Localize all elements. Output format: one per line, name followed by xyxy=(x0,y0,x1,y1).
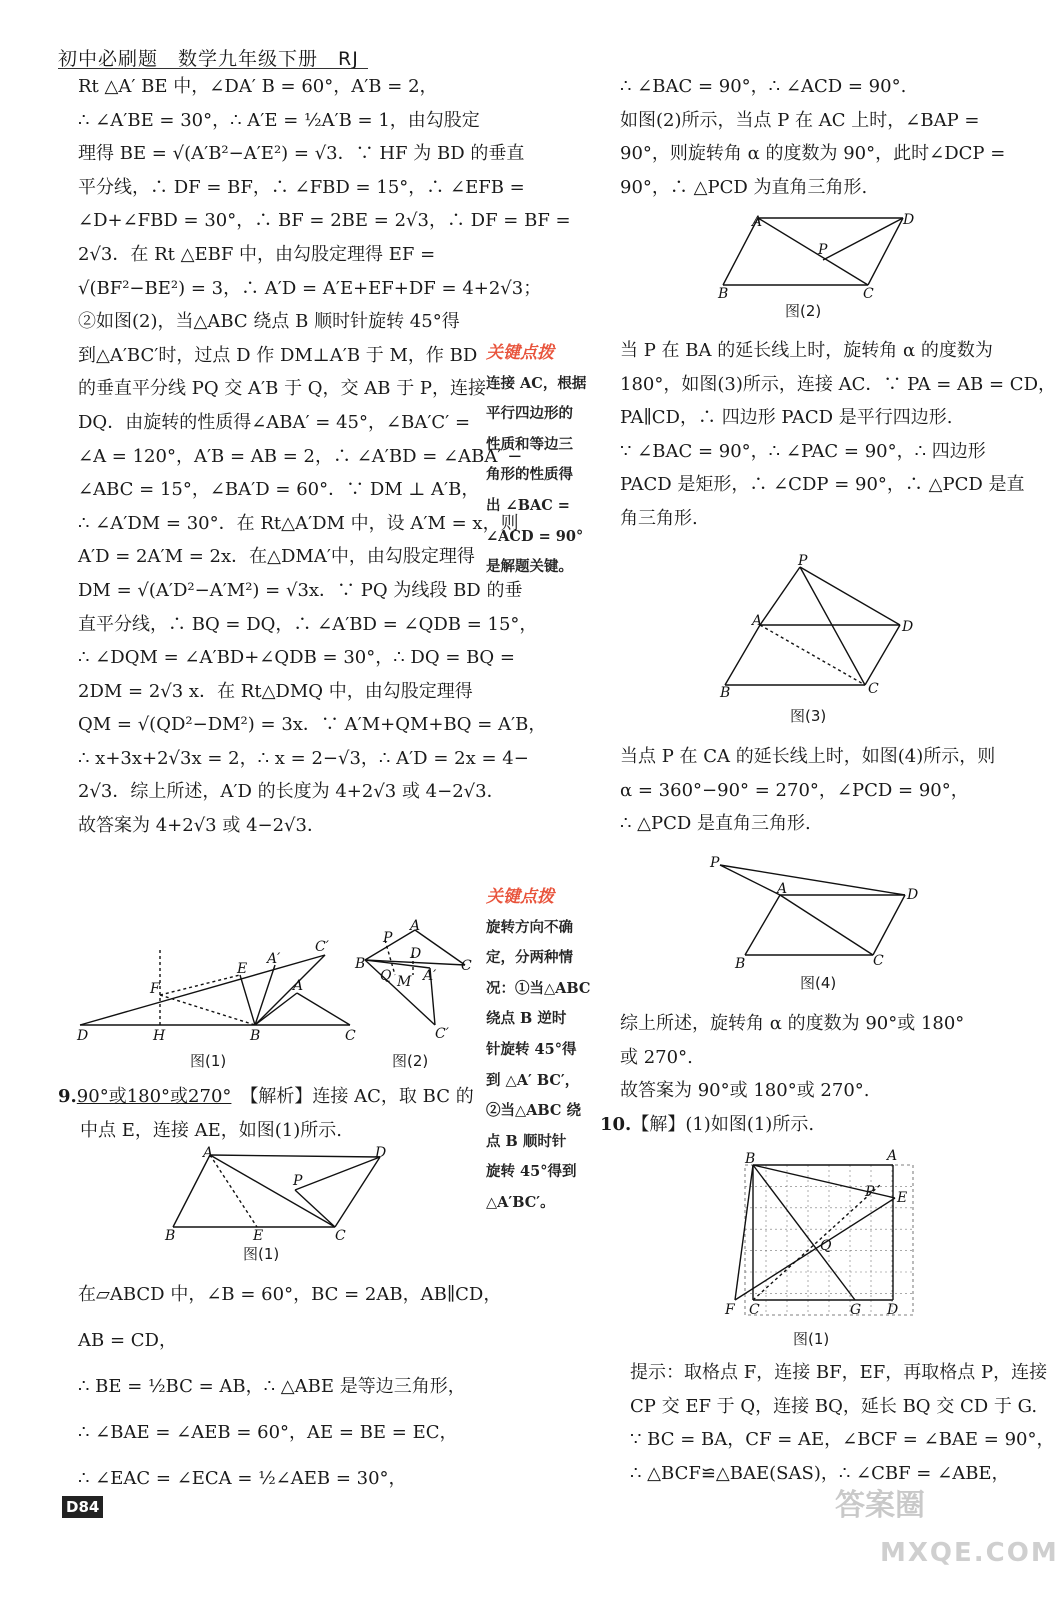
text-line: 平分线，∴ DF = BF，∴ ∠FBD = 15°，∴ ∠EFB = xyxy=(78,176,525,198)
point-label: P xyxy=(710,855,720,871)
side-note-line: 旋转 45°得到 xyxy=(486,1163,577,1181)
point-label: F xyxy=(725,1302,735,1318)
point-label: A xyxy=(752,613,763,629)
point-label: E xyxy=(253,1228,264,1244)
question-9-heading xyxy=(58,1080,478,1147)
side-note-line: 是解题关键。 xyxy=(486,558,573,576)
text-line: 当 P 在 BA 的延长线上时，旋转角 α 的度数为 xyxy=(620,340,993,361)
point-label: B xyxy=(735,956,746,972)
text-line: DQ．由旋转的性质得∠ABA′ = 45°，∠BA′C′ = xyxy=(78,411,471,433)
right-part-2 xyxy=(620,334,1057,536)
q9-line: 在▱ABCD 中，∠B = 60°，BC = 2AB，AB∥CD， xyxy=(78,1284,502,1305)
point-label: D xyxy=(375,1145,387,1161)
side-note-line: 平行四边形的 xyxy=(486,405,573,423)
q9-line: ∴ ∠BAE = ∠AEB = 60°，AE = BE = EC， xyxy=(78,1422,458,1443)
side-note-line: 到 △A′ BC′， xyxy=(486,1071,580,1089)
side-note-line: 旋转方向不确 xyxy=(486,918,573,936)
point-label: A xyxy=(293,978,304,994)
text-line: ∴ △BCF≌△BAE(SAS)，∴ ∠CBF = ∠ABE， xyxy=(630,1462,1010,1484)
right-part-4 xyxy=(620,1007,1020,1108)
side-note-line: 针旋转 45°得 xyxy=(486,1040,577,1058)
point-label: C xyxy=(868,681,879,697)
point-label: Q xyxy=(380,968,392,984)
figure-q9-1-caption: 图(1) xyxy=(243,1245,280,1263)
point-label: D xyxy=(903,212,915,228)
text-line: A′D = 2A′M = 2x．在△DMA′中，由勾股定理得 xyxy=(78,546,475,568)
side-note-key-point-1 xyxy=(486,338,596,583)
text-line: √(BF²−BE²) = 3，∴ A′D = A′E+EF+DF = 4+2√3； xyxy=(78,277,542,299)
text-line: ∠D+∠FBD = 30°，∴ BF = 2BE = 2√3，∴ DF = BF = xyxy=(78,210,571,232)
text-line: ∴ ∠A′DM = 30°．在 Rt△A′DM 中，设 A′M = x，则 xyxy=(78,512,519,534)
point-label: B xyxy=(355,956,366,972)
text-line: 90°，则旋转角 α 的度数为 90°，此时∠DCP = xyxy=(620,143,1006,165)
point-label: P xyxy=(818,242,828,258)
text-line: 90°，∴ △PCD 为直角三角形. xyxy=(620,176,868,198)
side-note-line: 性质和等边三 xyxy=(486,435,573,453)
text-line: 2√3．在 Rt △EBF 中，由勾股定理得 EF = xyxy=(78,243,436,265)
point-label: P xyxy=(383,930,393,946)
figure-4 xyxy=(705,855,919,972)
point-label: P xyxy=(293,1173,303,1189)
text-line: CP 交 EF 于 Q，连接 BQ，延长 BQ 交 CD 于 G. xyxy=(630,1395,1038,1417)
point-label: A′ xyxy=(267,951,281,967)
side-note-line: 角形的性质得 xyxy=(486,466,573,484)
watermark-url: MXQE.COM xyxy=(880,1538,1059,1568)
text-line: ∠A = 120°，A′B = AB = 2，∴ ∠A′BD = ∠ABA′ − xyxy=(78,445,523,467)
question-9-body xyxy=(78,1272,502,1502)
side-note-line: 点 B 顺时针 xyxy=(486,1132,567,1150)
header-rule xyxy=(58,68,368,69)
q10-first-line: (1)如图(1)所示. xyxy=(685,1114,815,1135)
text-line: 当点 P 在 CA 的延长线上时，如图(4)所示，则 xyxy=(620,746,996,767)
page-number: D84 xyxy=(62,1496,103,1518)
side-note-line: △A′BC′。 xyxy=(486,1193,555,1211)
point-label: P xyxy=(798,553,808,569)
point-label: B xyxy=(250,1028,261,1044)
text-line: α = 360°−90° = 270°，∠PCD = 90°， xyxy=(620,779,969,801)
point-label: B xyxy=(745,1151,756,1167)
text-line: 或 270°. xyxy=(620,1046,693,1068)
text-line: ②如图(2)，当△ABC 绕点 B 顺时针旋转 45°得 xyxy=(78,311,460,333)
point-label: A xyxy=(752,214,763,230)
solution-tag: 【解】 xyxy=(631,1114,686,1135)
side-note-title: 关键点拨 xyxy=(486,343,554,363)
figure-q9-1 xyxy=(165,1145,395,1245)
q9-line: ∴ ∠EAC = ∠ECA = ½∠AEB = 30°， xyxy=(78,1468,407,1489)
point-label: A xyxy=(777,881,788,897)
text-line: 2DM = 2√3 x．在 Rt△DMQ 中，由勾股定理得 xyxy=(78,680,473,702)
figure-3-caption: 图(3) xyxy=(790,707,827,725)
point-label: C xyxy=(873,953,884,969)
figure-2-caption: 图(2) xyxy=(785,302,822,320)
text-line: 角三角形. xyxy=(620,507,698,529)
side-note-line: ②当△ABC 绕 xyxy=(486,1102,582,1120)
text-line: 提示：取格点 F，连接 BF，EF，再取格点 P，连接 xyxy=(630,1362,1048,1383)
q9-line: AB = CD， xyxy=(78,1330,177,1351)
point-label: C xyxy=(461,958,472,974)
point-label: Q xyxy=(820,1238,832,1254)
watermark-logo: 答案圈 xyxy=(835,1488,925,1523)
text-line: ∵ ∠BAC = 90°，∴ ∠PAC = 90°，∴ 四边形 xyxy=(620,440,986,462)
point-label: C xyxy=(749,1302,760,1318)
question-number: 9. xyxy=(58,1086,77,1107)
point-label: C xyxy=(863,286,874,302)
point-label: A xyxy=(203,1145,214,1161)
figure-left-1-caption: 图(1) xyxy=(190,1052,227,1070)
text-line: 2√3．综上所述，A′D 的长度为 4+2√3 或 4−2√3． xyxy=(78,781,505,803)
text-line: ∵ BC = BA，CF = AE，∠BCF = ∠BAE = 90°， xyxy=(630,1429,1055,1451)
point-label: D xyxy=(907,887,919,903)
text-line: 到△A′BC′时，过点 D 作 DM⊥A′B 于 M，作 BD xyxy=(78,344,478,366)
point-label: A′ xyxy=(423,968,437,984)
point-label: C′ xyxy=(315,939,329,955)
side-note-key-point-2 xyxy=(486,882,596,1219)
text-line: 的垂直平分线 PQ 交 A′B 于 Q，交 AB 于 P，连接 xyxy=(78,378,487,400)
figure-q10-1-caption: 图(1) xyxy=(793,1330,830,1348)
q9-line: ∴ BE = ½BC = AB，∴ △ABE 是等边三角形， xyxy=(78,1376,466,1397)
text-line: ∴ ∠DQM = ∠A′BD+∠QDB = 30°，∴ DQ = BQ = xyxy=(78,647,515,669)
text-line: PACD 是矩形，∴ ∠CDP = 90°，∴ △PCD 是直 xyxy=(620,474,1025,496)
point-label: E xyxy=(237,961,248,977)
text-line: QM = √(QD²−DM²) = 3x．∵ A′M+QM+BQ = A′B， xyxy=(78,714,547,736)
point-label: A xyxy=(887,1148,898,1164)
text-line: 理得 BE = √(A′B²−A′E²) = √3．∵ HF 为 BD 的垂直 xyxy=(78,143,525,165)
point-label: B xyxy=(718,286,729,302)
point-label: D xyxy=(887,1302,899,1318)
text-line: 故答案为 4+2√3 或 4−2√3． xyxy=(78,815,325,837)
point-label: C xyxy=(335,1228,346,1244)
running-header: 初中必刷题 数学九年级下册 RJ xyxy=(58,48,359,70)
figure-2 xyxy=(718,210,918,300)
analysis-tag: 【解析】 xyxy=(249,1086,313,1107)
text-line: ∴ ∠A′BE = 30°，∴ A′E = ½A′B = 1，由勾股定 xyxy=(78,109,480,131)
text-line: 如图(2)所示，当点 P 在 AC 上时，∠BAP = xyxy=(620,109,980,131)
answer: 90°或180°或270° xyxy=(76,1086,232,1107)
text-line: ∴ △PCD 是直角三角形. xyxy=(620,813,811,835)
point-label: B xyxy=(165,1228,176,1244)
point-label: E xyxy=(897,1190,908,1206)
point-label: D xyxy=(902,619,914,635)
side-note-line: 出 ∠BAC = xyxy=(486,496,570,514)
figure-left-1 xyxy=(75,935,375,1045)
side-note-line: 况：①当△ABC xyxy=(486,979,591,997)
text-line: Rt △A′ BE 中，∠DA′ B = 60°，A′B = 2， xyxy=(78,76,438,97)
point-label: P xyxy=(865,1184,875,1200)
text-line: DM = √(A′D²−A′M²) = √3x．∵ PQ 为线段 BD 的垂 xyxy=(78,579,523,601)
point-label: F xyxy=(150,981,160,997)
point-label: A xyxy=(410,918,421,934)
side-note-line: ∠ACD = 90° xyxy=(486,527,584,545)
side-note-line: 定，分两种情 xyxy=(486,949,573,967)
figure-q10-1 xyxy=(725,1150,925,1320)
text-line: PA∥CD，∴ 四边形 PACD 是平行四边形. xyxy=(620,407,953,429)
side-note-line: 绕点 B 逆时 xyxy=(486,1010,567,1028)
right-part-3 xyxy=(620,740,1020,841)
point-label: D xyxy=(77,1028,89,1044)
side-note-line: 连接 AC，根据 xyxy=(486,374,587,392)
text-line: ∠ABC = 15°，∠BA′D = 60°．∵ DM ⊥ A′B， xyxy=(78,479,480,501)
text-line: 综上所述，旋转角 α 的度数为 90°或 180° xyxy=(620,1013,965,1034)
text-line: 故答案为 90°或 180°或 270°. xyxy=(620,1080,870,1102)
figure-4-caption: 图(4) xyxy=(800,974,837,992)
point-label: B xyxy=(720,685,731,701)
text-line: ∴ x+3x+2√3x = 2，∴ x = 2−√3，∴ A′D = 2x = 4− xyxy=(78,747,529,769)
point-label: D xyxy=(410,946,422,962)
point-label: H xyxy=(153,1028,166,1044)
point-label: G xyxy=(850,1302,862,1318)
q9-line: 中点 E，连接 AE，如图(1)所示. xyxy=(80,1119,342,1141)
figure-3 xyxy=(720,553,920,701)
question-10-body xyxy=(630,1356,1055,1490)
text-line: 直平分线，∴ BQ = DQ，∴ ∠A′BD = ∠QDB = 15°， xyxy=(78,613,538,635)
side-note-title: 关键点拨 xyxy=(486,887,554,907)
text-line: 180°，如图(3)所示，连接 AC．∵ PA = AB = CD， xyxy=(620,373,1057,395)
q9-line: 连接 AC，取 BC 的 xyxy=(312,1086,474,1107)
point-label: M xyxy=(397,974,412,990)
figure-left-2-caption: 图(2) xyxy=(392,1052,429,1070)
question-number: 10. xyxy=(600,1114,632,1135)
right-part-1 xyxy=(620,70,1020,204)
question-10-heading xyxy=(600,1108,1020,1142)
point-label: C xyxy=(345,1028,356,1044)
figure-left-2 xyxy=(355,920,475,1040)
text-line: ∴ ∠BAC = 90°，∴ ∠ACD = 90°. xyxy=(620,76,907,97)
point-label: C′ xyxy=(435,1026,449,1042)
